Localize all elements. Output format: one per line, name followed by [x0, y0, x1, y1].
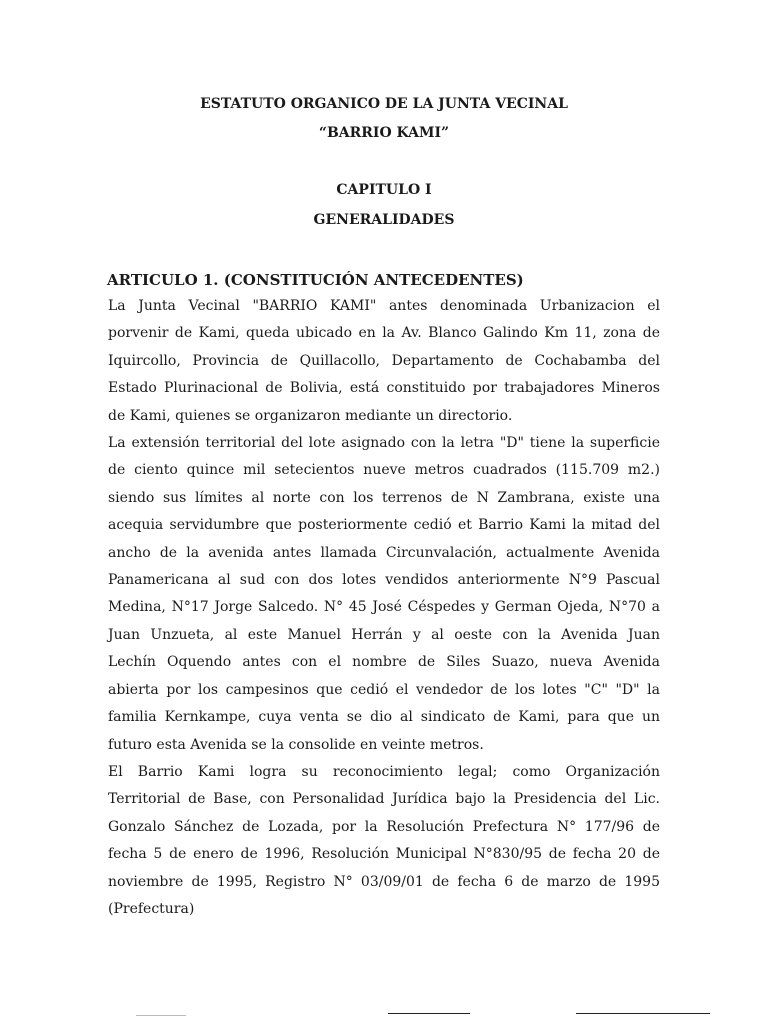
paragraph-line: acequia servidumbre que posteriormente cedió et Barrio Kami la mitad del: [108, 517, 660, 534]
paragraph-line: de Kami, quienes se organizaron mediante un directorio.: [108, 407, 513, 424]
paragraph-line: La extensión territorial del lote asignado con la letra "D" tiene la superficie: [108, 435, 660, 452]
document-title: ESTATUTO ORGANICO DE LA JUNTA VECINAL: [200, 96, 568, 112]
footer-rule: [388, 1013, 470, 1014]
paragraph-line: abierta por los campesinos que cedió el vendedor de los lotes "C" "D" la: [108, 681, 660, 698]
footer-rule: [576, 1013, 710, 1014]
article-paragraph: [108, 293, 660, 430]
paragraph-line: Territorial de Base, con Personalidad Jurídica bajo la Presidencia del Lic.: [108, 791, 660, 808]
paragraph-line: ancho de la avenida antes llamada Circunvalación, actualmente Avenida: [108, 544, 660, 561]
paragraph-line: Iquircollo, Provincia de Quillacollo, Departamento de Cochabamba del: [108, 352, 660, 369]
article-body: [108, 293, 660, 923]
paragraph-line: La Junta Vecinal "BARRIO KAMI" antes denominada Urbanizacion el: [108, 298, 660, 314]
paragraph-line: familia Kernkampe, cuya venta se dio al sindicato de Kami, para que un: [108, 709, 660, 726]
paragraph-line: Lechín Oquendo antes con el nombre de Siles Suazo, nueva Avenida: [108, 654, 660, 671]
paragraph-line: siendo sus límites al norte con los terrenos de N Zambrana, existe una: [108, 489, 660, 506]
chapter-title: GENERALIDADES: [313, 212, 455, 228]
article-paragraph: [108, 430, 660, 759]
footer-rule: [136, 1015, 186, 1016]
paragraph-line: Medina, N°17 Jorge Salcedo. N° 45 José Céspedes y German Ojeda, N°70 a: [108, 599, 660, 616]
paragraph-line: El Barrio Kami logra su reconocimiento legal; como Organización: [108, 763, 660, 780]
paragraph-line: fecha 5 de enero de 1996, Resolución Municipal N°830/95 de fecha 20 de: [108, 846, 660, 863]
chapter-number: CAPITULO I: [336, 182, 432, 198]
paragraph-line: porvenir de Kami, queda ubicado en la Av. Blanco Galindo Km 11, zona de: [108, 325, 660, 342]
article-heading: ARTICULO 1. (CONSTITUCIÓN ANTECEDENTES): [107, 271, 524, 289]
paragraph-line: Juan Unzueta, al este Manuel Herrán y al oeste con la Avenida Juan: [108, 626, 660, 643]
paragraph-line: Estado Plurinacional de Bolivia, está constituido por trabajadores Mineros: [108, 380, 660, 397]
document-subtitle: “BARRIO KAMI”: [318, 125, 450, 141]
paragraph-line: futuro esta Avenida se la consolide en veinte metros.: [108, 736, 484, 753]
paragraph-line: noviembre de 1995, Registro N° 03/09/01 de fecha 6 de marzo de 1995: [108, 873, 660, 890]
paragraph-line: Gonzalo Sánchez de Lozada, por la Resolución Prefectura N° 177/96 de: [108, 818, 660, 835]
paragraph-line: de ciento quince mil setecientos nueve metros cuadrados (115.709 m2.): [108, 462, 660, 479]
paragraph-line: Panamericana al sud con dos lotes vendidos anteriormente N°9 Pascual: [108, 572, 660, 589]
paragraph-line: (Prefectura): [108, 900, 195, 917]
article-paragraph: [108, 759, 660, 923]
